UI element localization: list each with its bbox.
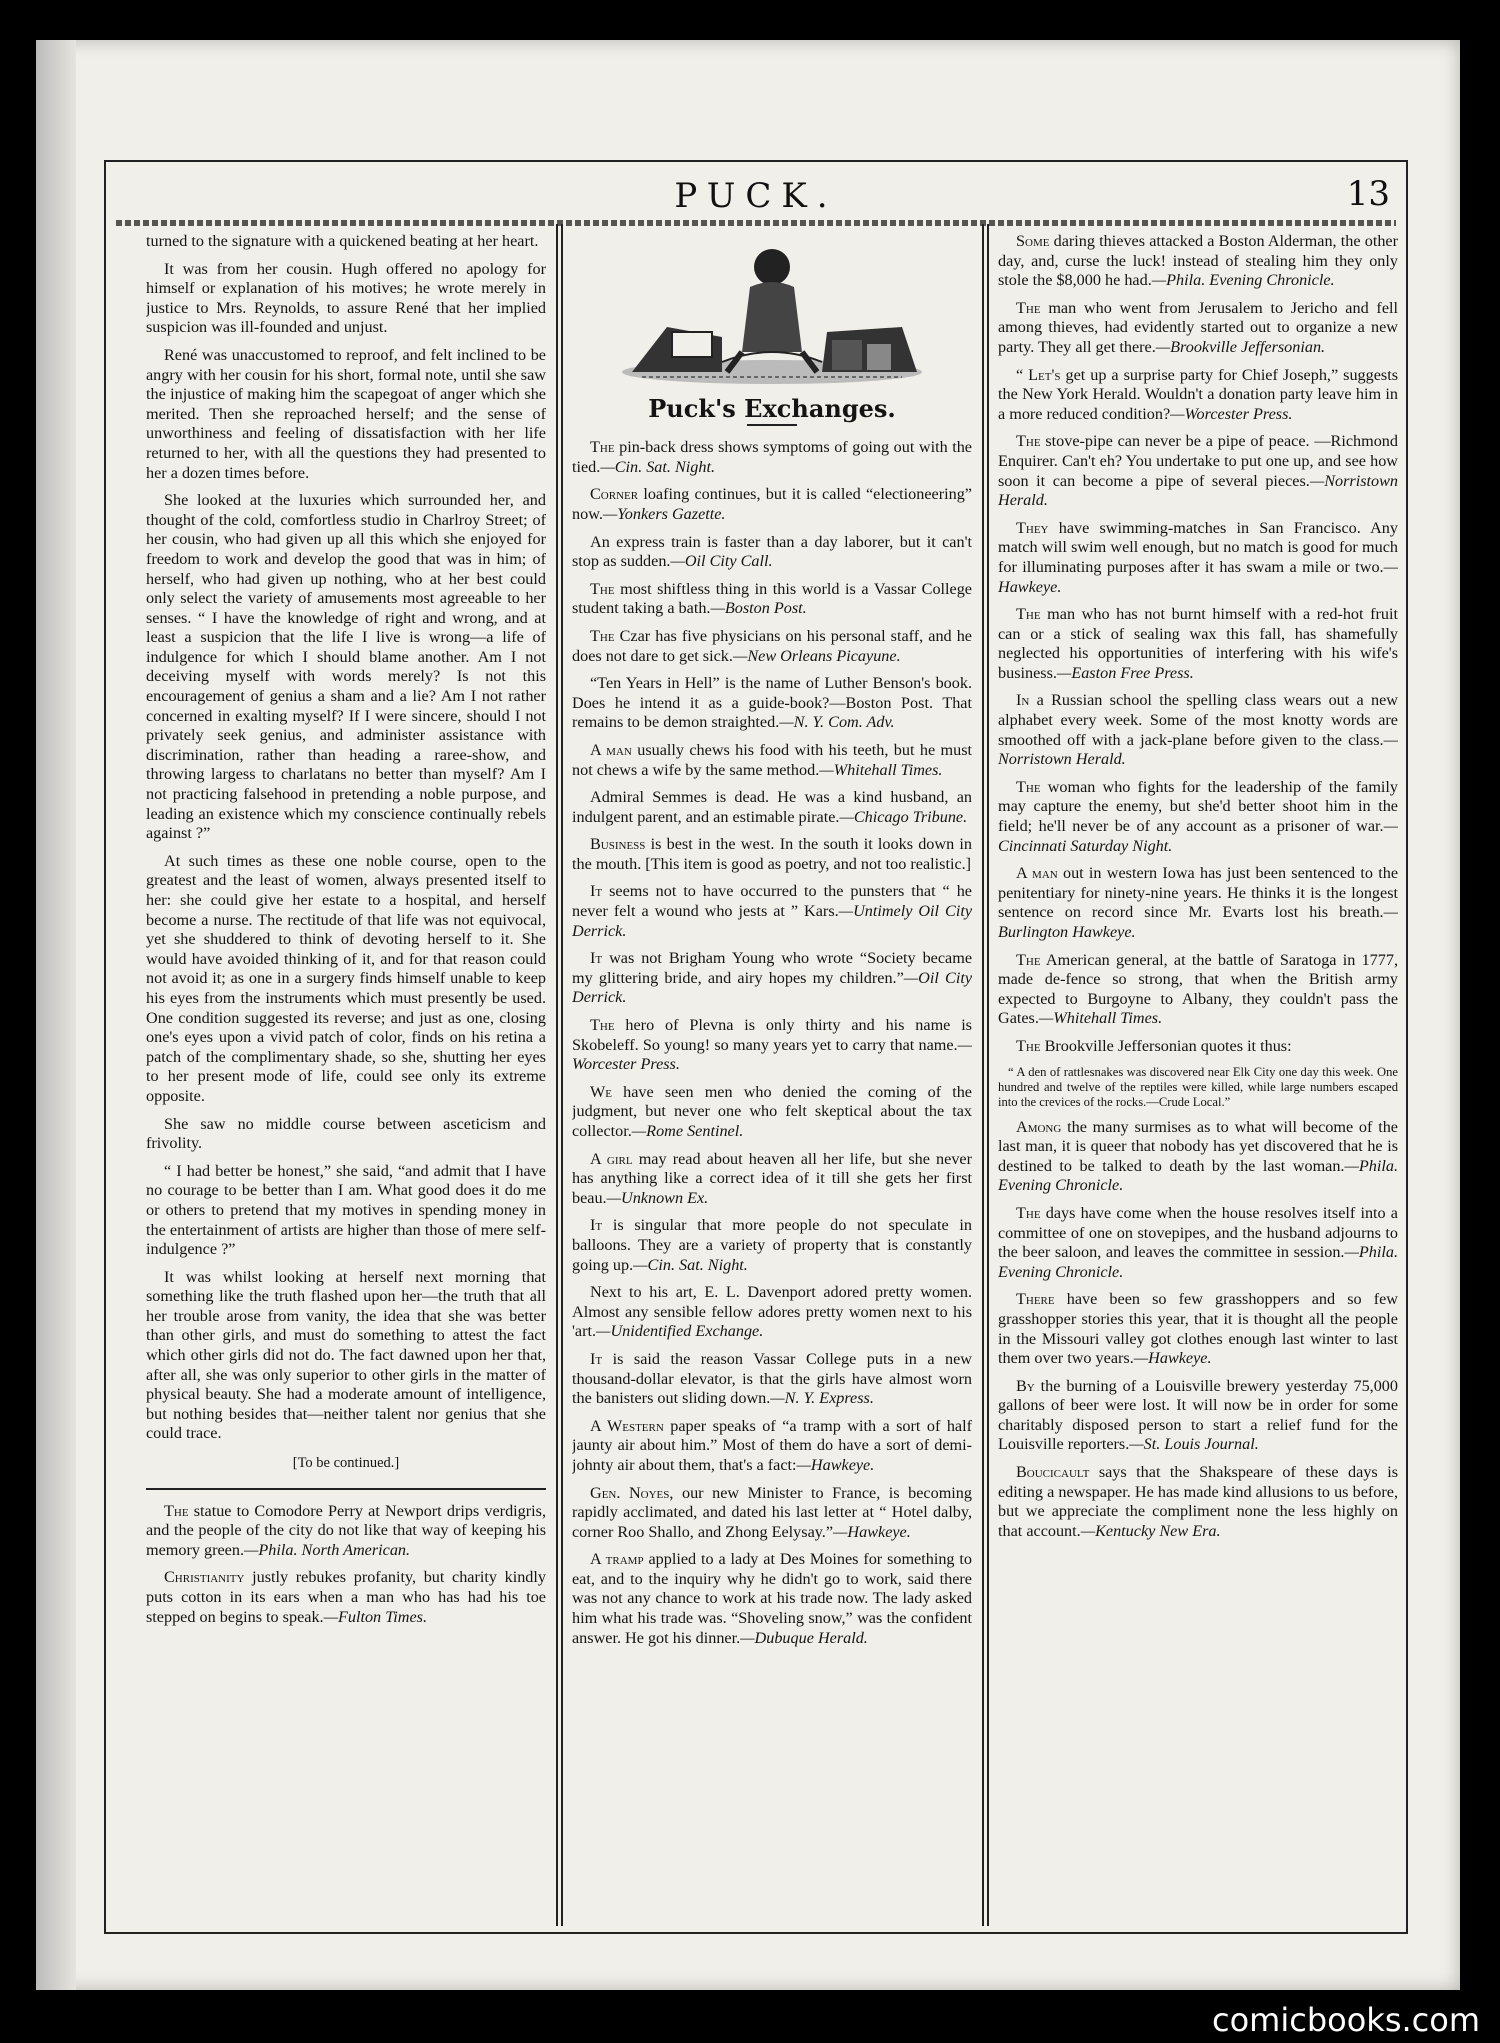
column-divider [982,224,984,1926]
item-lead: A man [1016,864,1058,883]
item-lead: A tramp [590,1550,644,1569]
story-paragraph: At such times as these one noble course, open to the greatest and the least of women, always presented itself to her: she could give her estate to a hospital, and herself become a nurse. The rectitude of that life was not equivocal, yet she shuddered to think of devoting herself to it. She would have avoided thinking of it, and for that reason could not avoid it; as one in a surgery finds himself unable to keep his eyes from the instruments which must presently be used. One condition suggested its reverse; and just as one, closing one's eyes upon a vivid patch of color, finds on his retina a patch of the complimentary shade, so she, shutting her eyes to her present mode of life, could see only its extreme opposite. [146,851,546,1105]
item-lead: Among [1016,1117,1062,1136]
item-lead: We [590,1082,612,1101]
item-lead: Business [590,835,646,854]
item-source: —Yonkers Gazette. [602,504,726,523]
story-paragraph: It was whilst looking at herself next morning that something like the truth flashed upon her—the truth that all her trouble arose from vanity, the idea that she was better than other girls, and must do something to attest the fact which other girls did not do. The fact dawned upon her that, after all, she was only superior to other girls in the matter of physical beauty. She had a moderate amount of intelligence, but nothing besides that—neither talent nor genius that she could trace. [146,1267,546,1443]
item-lead: In [1016,691,1030,710]
item-text: is said the reason Vassar College puts in a new thousand-dollar elevator, is that the girls have almost worn the banisters out sliding down. [572,1349,972,1408]
item-text: loafing continues, but it is called “electioneering” now. [572,485,972,523]
item-source: —Easton Free Press. [1056,663,1194,682]
item-text: get up a surprise party for Chief Joseph,” suggests the New York Herald. Wouldn't a donation party leave him in a more reduced condition? [998,365,1398,423]
exchange-items [998,1118,1398,1542]
item-lead: The [1016,298,1041,317]
item-source: —Hawkeye. [1133,1349,1212,1368]
story-paragraph: René was unaccustomed to reproof, and felt inclined to be angry with her cousin for his short, formal note, until she saw the injustice of making him the scapegoat of anger which she merited. Then she reproached herself; and the sense of unworthiness and feeling of dissatisfaction with her life returned to her, with all the questions they had presented to her a dozen times before. [146,345,546,482]
news-item [572,1550,972,1648]
story-paragraph: turned to the signature with a quickened beating at her heart. [146,232,539,250]
quoted-item: “ A den of rattlesnakes was discovered near Elk City one day this week. One hundred and twelve of the reptiles were killed, while large numbers escaped into the crevices of the rocks.—Crude Local.” [998,1064,1398,1109]
continued-note: [To be continued.] [292,1455,400,1472]
item-lead: A Western [590,1416,664,1435]
item-text: stove-pipe can never be a pipe of peace. —Richmond Enquirer. Can't eh? You undertake to put one up, and see how soon it can become a pipe of several pieces. [998,432,1398,490]
item-source: —Chicago Tribune. [839,807,968,826]
page-header [106,162,1406,220]
news-item [572,788,972,827]
item-source: —Kentucky New Era. [1080,1521,1221,1540]
news-item [998,951,1398,1029]
item-source: —N. Y. Express. [770,1389,874,1408]
item-lead: The [1016,1036,1041,1055]
title-rule [747,424,797,426]
news-item [572,580,972,619]
item-source: —Phila. Evening Chronicle. [998,1156,1398,1195]
item-lead: Corner [590,485,639,504]
item-text: is best in the west. In the south it looks down in the mouth. [This item is good as poetry, and not too realistic.] [572,835,972,873]
item-lead: It [590,949,603,968]
news-item [572,485,972,524]
column-divider [987,224,989,1926]
watermark: comicbooks.com [1211,2001,1480,2039]
item-text: a Russian school the spelling class wears out a new alphabet every week. Some of the most knotty words are smoothed off with a jack-plane before given to the class. [998,691,1398,749]
item-text: statue to Comodore Perry at Newport drips verdigris, and the people of the city do not like that way of keeping his memory green. [146,1501,546,1559]
item-source: —Norristown Herald. [998,730,1398,769]
item-source: —Worcester Press. [572,1035,972,1074]
news-item [572,882,972,941]
item-text: Next to his art, E. L. Davenport adored pretty women. Almost any sensible fellow adores pretty women next to his 'art. [572,1283,972,1341]
item-source: —Unknown Ex. [606,1188,709,1207]
item-source: —Cin. Sat. Night. [633,1255,748,1274]
news-item [998,232,1398,291]
item-lead: A man [590,740,632,759]
masthead: PUCK. [674,176,838,216]
item-source: —Brookville Jeffersonian. [1155,337,1326,356]
item-source: —Fulton Times. [323,1607,428,1626]
item-lead: They [1016,518,1049,537]
item-text: paper speaks of “a tramp with a sort of half jaunty air about him.” Most of them do have a sort of demi-johnty air about them, that's a fact: [572,1416,972,1474]
item-text: seems not to have occurred to the punsters that “ he never felt a wound who jests at ” Kars. [572,882,972,921]
item-source: —Oil City Derrick. [572,968,972,1007]
item-source: —Whitehall Times. [819,760,943,779]
item-lead: Gen. Noyes [590,1483,670,1502]
item-text: is singular that more people do not speculate in balloons. They are a variety of property that is constantly going up. [572,1216,972,1274]
item-text: most shiftless thing in this world is a Vassar College student taking a bath. [572,579,972,618]
news-item [998,691,1398,769]
item-source: —Hawkeye. [998,557,1398,596]
news-item [572,1350,972,1409]
item-lead: The [164,1501,189,1520]
item-text: “Ten Years in Hell” is the name of Luther Benson's book. Does he intend it as a guide-book?—Boston Post. That remains to be demon straighted. [572,674,972,732]
item-text: Admiral Semmes is dead. He was a kind husband, an indulgent parent, and an estimable pirate. [572,788,972,826]
item-lead: It [590,882,603,901]
news-item [998,299,1398,358]
item-lead: A girl [590,1149,633,1168]
item-lead: The [590,579,615,598]
item-text: the many surmises as to what will become of the last man, it is queer that nobody has yet discovered that he is destined to be talked to death by the last woman. [998,1117,1398,1175]
item-lead: The [1016,777,1041,796]
binding-gutter [36,40,76,1990]
item-lead: “ Let's [1016,365,1061,384]
item-lead: It [590,1216,603,1235]
item-text: , our new Minister to France, is becoming rapidly acclimated, and dated his last letter at “ Hotel dalby, corner Roo Shallo, and Zhong Eelysay.” [572,1483,972,1541]
news-item [572,1083,972,1142]
news-item [998,1037,1398,1057]
item-lead: The [590,1016,615,1035]
item-lead: The [1016,432,1041,451]
item-text: hero of Plevna is only thirty and his name is Skobeleff. So young! so many years yet to carry that name. [572,1016,972,1054]
news-item [998,1118,1398,1196]
news-item [146,1568,546,1627]
news-item [998,519,1398,597]
item-text: man who has not burnt himself with a red-hot fruit can or a stick of sealing wax this fall, has shamefully neglected his opportunities of interfering with his wife's business. [998,605,1398,682]
news-item [572,1016,972,1075]
item-source: —Boston Post. [710,599,807,618]
page-number: 13 [1346,174,1390,214]
item-source: —Hawkeye. [796,1455,875,1474]
item-text: the burning of a Louisville brewery yesterday 75,000 gallons of beer were lost. It will now be in order for some charitably disposed person to start a relief fund for the Louisville reporters. [998,1376,1398,1454]
item-source: —Unidentified Exchange. [596,1322,764,1341]
news-item [572,533,972,572]
news-item [998,605,1398,683]
item-lead: The [1016,1203,1041,1222]
section-rule [146,1488,546,1490]
item-text: pin-back dress shows symptoms of going out with the tied. [572,438,972,476]
news-item [572,1150,972,1209]
item-source: —New Orleans Picayune. [732,646,901,665]
news-item [572,1216,972,1275]
column-exchanges [572,232,972,1924]
news-item [998,1463,1398,1541]
news-item [998,1204,1398,1282]
item-text: Brookville Jeffersonian quotes it thus: [1040,1036,1292,1055]
news-item [572,438,972,477]
news-item [572,949,972,1008]
item-lead: The [590,626,615,645]
item-lead: Some [1016,232,1050,250]
item-text: Czar has five physicians on his personal staff, and he does not dare to get sick. [572,626,972,665]
story-paragraph: She saw no middle course between asceticism and frivolity. [146,1114,546,1153]
column-exchanges-continued [998,232,1398,1924]
item-lead: There [1016,1290,1055,1309]
item-source: —Untimely Oil City Derrick. [572,902,972,940]
item-text: usually chews his food with his teeth, but he must not chews a wife by the same method. [572,740,972,779]
news-item [572,1283,972,1342]
exchanges-title: Puck's Exchanges. [648,393,896,423]
item-lead: The [1016,605,1041,624]
item-text: An express train is faster than a day laborer, but it can't stop as sudden. [572,532,972,571]
news-item [998,864,1398,942]
item-source: —Hawkeye. [833,1522,911,1541]
news-item [146,1502,546,1561]
news-item [998,432,1398,510]
item-text: may read about heaven all her life, but she never has anything like a correct idea of it till she gets her first beau. [572,1149,972,1207]
exchange-items [572,438,972,1648]
item-lead: It [590,1349,603,1368]
item-text: American general, at the battle of Saratoga in 1777, made de-fence so strong, that when the British army expected to Burgoyne to Albany, they couldn't pass the Gates. [998,950,1398,1028]
exchange-items [998,232,1398,1057]
item-lead: By [1016,1376,1035,1395]
item-source: —N. Y. Com. Adv. [779,713,895,732]
column-story [146,232,546,1924]
item-text: out in western Iowa has just been sentenced to the penitentiary for ninety-nine years. He thinks it is the longest sentence on record since Mr. Evarts lost his breath. [998,864,1398,922]
item-text: justly rebukes profanity, but charity kindly puts cotton in its ears when a man who has had his toe stepped on begins to speak. [146,1568,546,1626]
item-source: —Cincinnati Saturday Night. [998,817,1398,855]
item-source: —Phila. North American. [244,1540,411,1559]
item-text: says that the Shakspeare of these days is editing a newspaper. He has made kind allusions to us before, but we appreciate the compliment none the less highly on that account. [998,1463,1398,1540]
item-source: —Phila. Evening Chronicle. [1151,271,1335,290]
puck-vignette-illustration [572,232,972,387]
item-text: woman who fights for the leadership of the family may capture the enemy, but she'd better shoot him in the field; he'll never be of any account as a prisoner of war. [998,777,1398,836]
item-source: —Oil City Call. [670,552,773,571]
news-item [572,627,972,666]
column-divider [561,224,563,1926]
item-text: was not Brigham Young who wrote “Society became my glittering bride, and airy hopes my children.” [572,949,972,987]
item-text: man who went from Jerusalem to Jericho and fell among thieves, had evidently started out to organize a new party. They all get there. [998,298,1398,356]
header-rule [116,220,1396,226]
item-text: have swimming-matches in San Francisco. Any match will swim well enough, but no match is good for much for illuminating purposes after it has swam a mile or two. [998,518,1398,576]
item-text: days have come when the house resolves itself into a committee of one on stovepipes, and the husband adjourns to the beer saloon, and leaves the committee in session. [998,1203,1398,1262]
item-source: —St. Louis Journal. [1129,1435,1259,1454]
item-text: have seen men who denied the coming of the judgment, but never one who felt skeptical about the tax collector. [572,1082,972,1140]
story-paragraph: “ I had better be honest,” she said, “and admit that I have no courage to be better than I am. What good does it do me or others to pretend that my motives in spending money in the entertainment of artists are higher than those of mere self-indulgence ?” [146,1161,546,1259]
item-source: —Norristown Herald. [998,471,1398,510]
news-item [572,835,972,874]
news-item [572,674,972,733]
item-source: —Rome Sentinel. [631,1122,744,1140]
story-paragraph: She looked at the luxuries which surrounded her, and thought of the cold, comfortless studio in Charlroy Street; of her cousin, who had given up all this which she enjoyed for freedom to work and develop the good that was in him; of herself, who had given up nothing, who at her best could only select the variety of amusements most agreeable to her senses. “ I have the knowledge of right and wrong, and at least a suspicion that the life I live is wrong—a life of indulgence for which I should blame another. Am I not deceiving myself with words merely? Is not this encouragement of genius a sham and a lie? Am I not rather concerned in exalting myself? If I were sincere, should I not privately seek genius, and administer assistance with discrimination, rather than heading a raree-show, and throwing largess to charlatans no better than myself? Am I not practicing falsehood in pretending a noble purpose, and leading an existence which my conscience continually rebels against ?” [146,491,546,843]
item-text: daring thieves attacked a Boston Alderman, the other day, and, curse the luck! instead of stealing him they only stole the $8,000 he had. [998,232,1398,290]
news-item [998,778,1398,856]
story-paragraph: It was from her cousin. Hugh offered no apology for himself or explanation of his motives; he wrote merely in justice to Mrs. Reynolds, to assure René that her implied suspicion was ill-founded and unjust. [146,259,546,337]
item-text: applied to a lady at Des Moines for something to eat, and to the inquiry why he didn't go to work, said there was not any chance to work at his trade now. The lady asked him what his trade was. “Shoveling snow,” was the confident answer. He got his dinner. [572,1550,972,1647]
news-item [998,1290,1398,1368]
item-lead: The [1016,950,1041,969]
page-frame [104,160,1408,1934]
item-lead: The [590,438,615,457]
item-lead: Boucicault [1016,1463,1090,1482]
item-text: have been so few grasshoppers and so few grasshopper stories this year, that it is thought all the people in the Missouri valley got clothes enough last winter to last them over two years. [998,1290,1398,1368]
news-item [572,1484,972,1543]
item-source: —Cin. Sat. Night. [600,457,716,476]
news-item [572,741,972,780]
item-source: —Whitehall Times. [1038,1009,1163,1028]
item-source: —Phila. Evening Chronicle. [998,1243,1398,1281]
item-lead: Christianity [164,1568,245,1587]
newspaper-page [36,40,1460,1990]
column-divider [556,224,558,1926]
item-source: —Worcester Press. [1170,404,1293,423]
news-item [998,366,1398,425]
item-source: —Dubuque Herald. [740,1628,868,1647]
item-source: —Burlington Hawkeye. [998,903,1398,941]
news-item [998,1377,1398,1455]
news-item [572,1417,972,1476]
